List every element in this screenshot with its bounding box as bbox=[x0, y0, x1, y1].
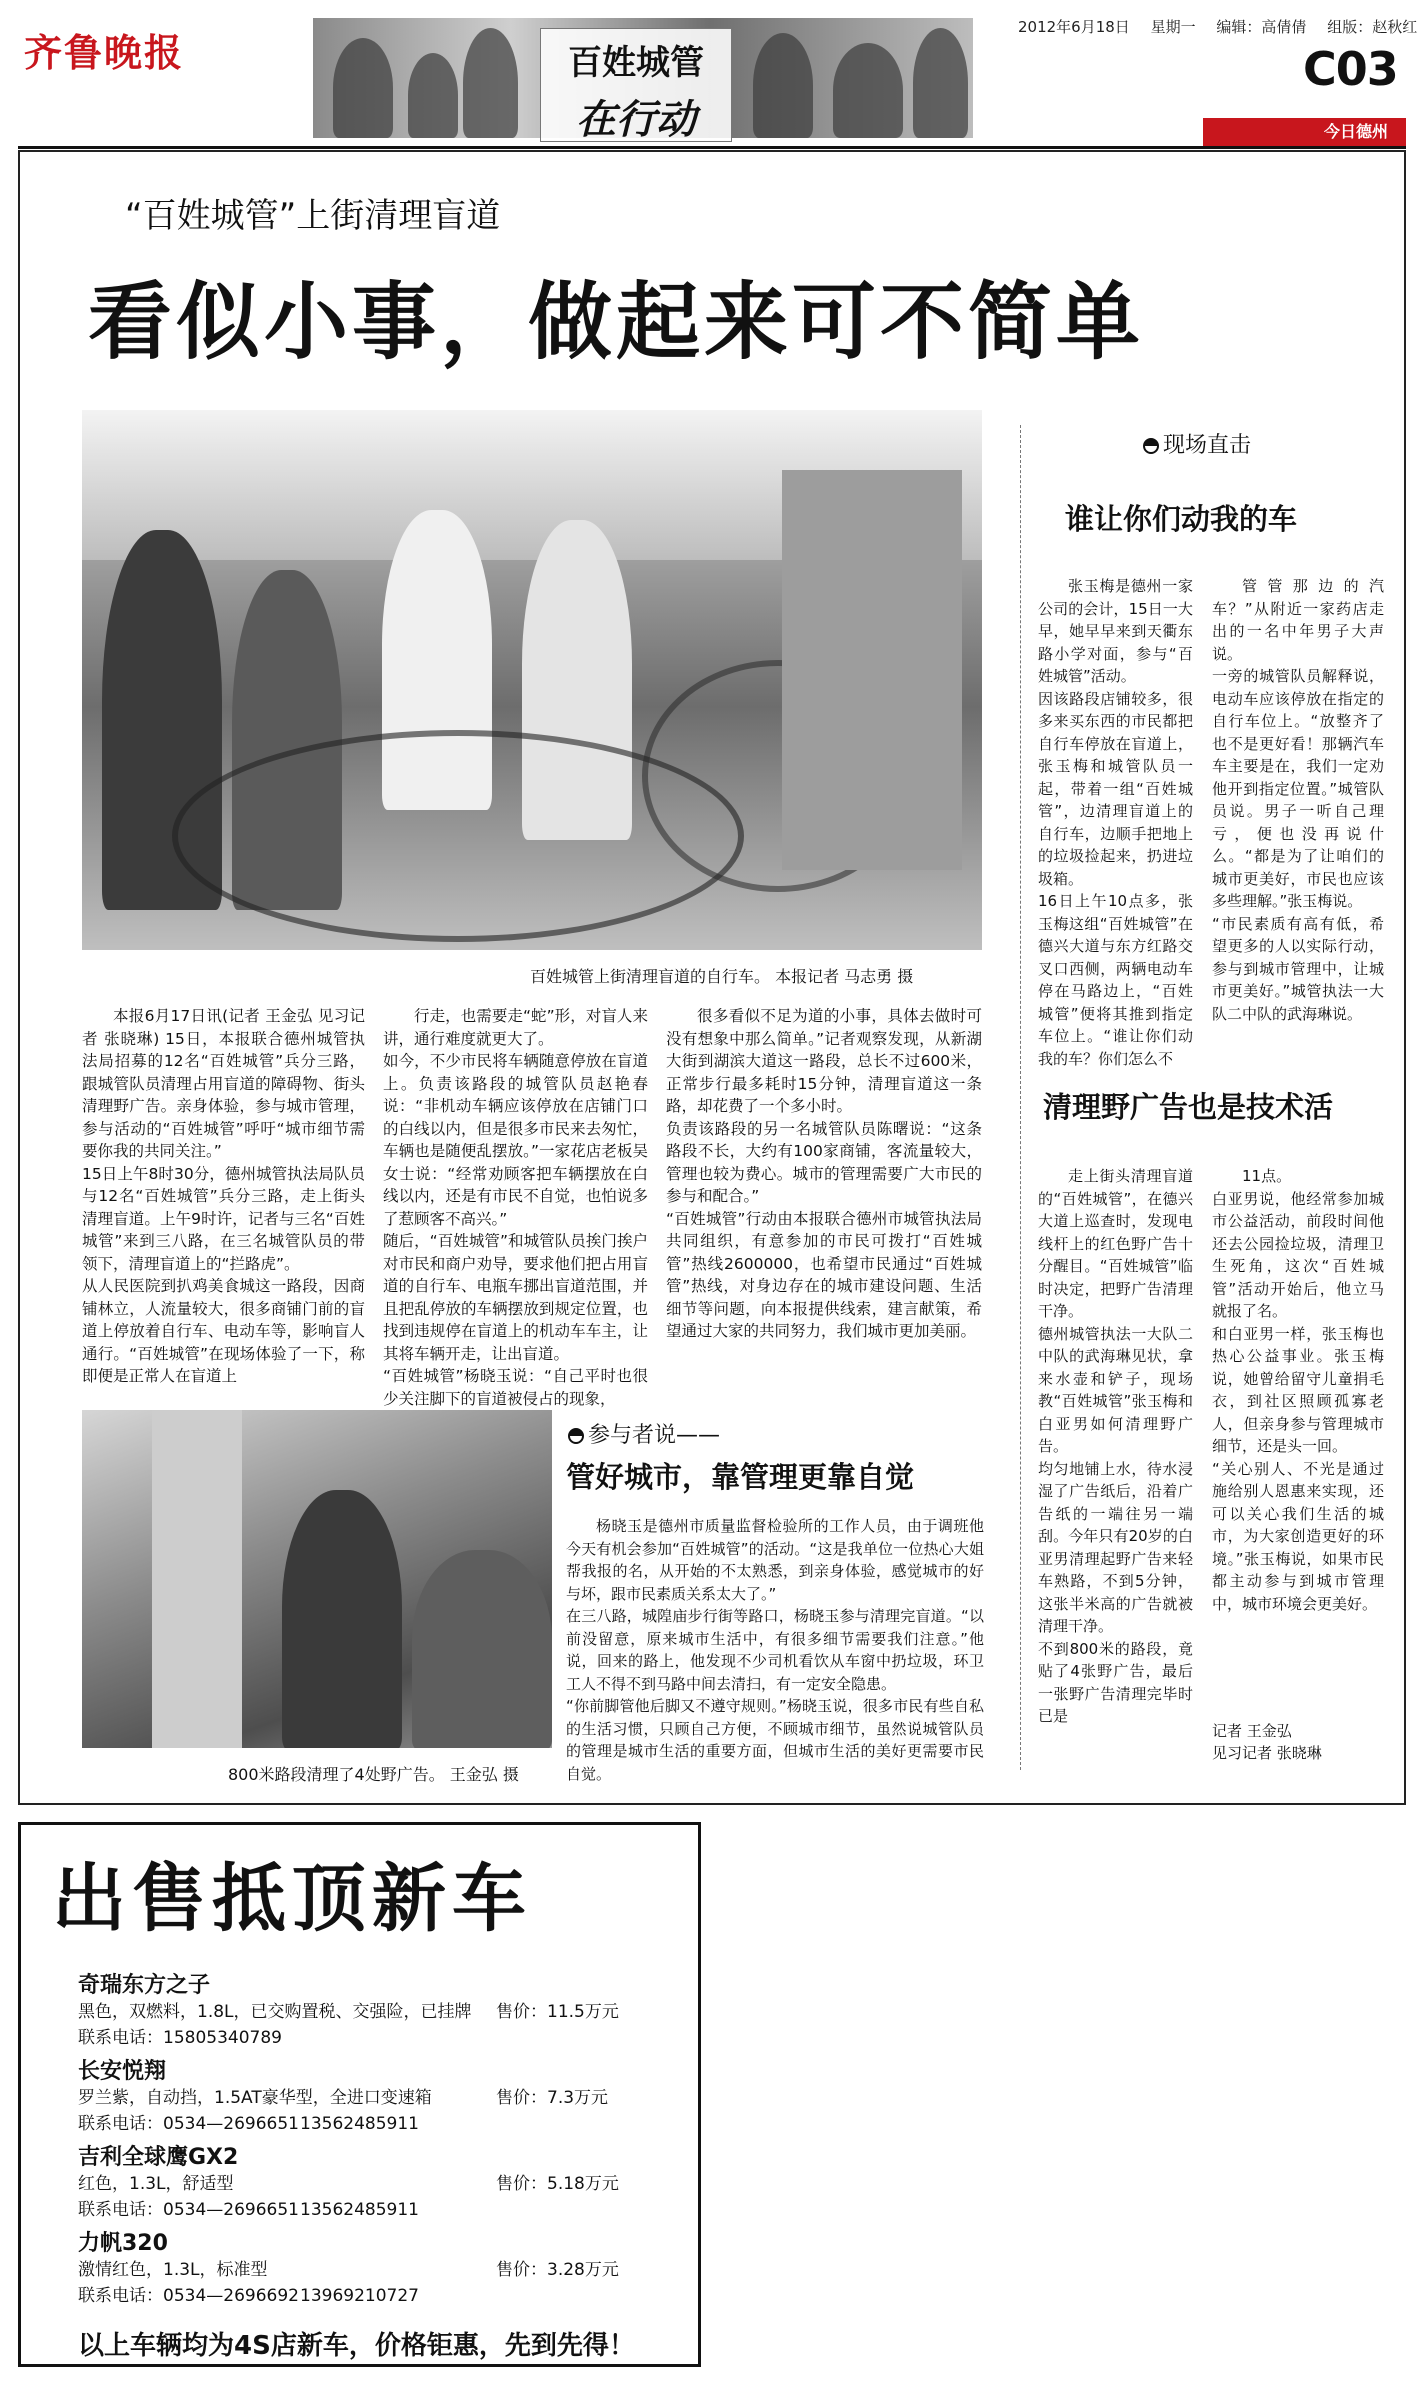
layout-credit: 组版：赵秋红 bbox=[1327, 18, 1417, 36]
car-phone: 联系电话：15805340789 bbox=[78, 2028, 282, 2048]
car-details: 黑色，双燃料，1.8L，已交购置税、交强险，已挂牌 bbox=[78, 2002, 472, 2022]
ads-story-byline bbox=[1212, 1720, 1322, 1764]
car-phone-mobile: 13969210727 bbox=[300, 2286, 419, 2306]
participant-headline: 管好城市，靠管理更靠自觉 bbox=[566, 1460, 915, 1494]
live-report-headline: 谁让你们动我的车 bbox=[1065, 502, 1298, 536]
bullet-circle-icon bbox=[568, 1428, 584, 1444]
car-name: 奇瑞东方之子 bbox=[78, 1973, 211, 1998]
car-name: 长安悦翔 bbox=[78, 2059, 167, 2084]
ads-story-column-1: 走上街头清理盲道的“百姓城管”，在德兴大道上巡查时，发现电线杆上的红色野广告十分醒目。“百姓城管”临时决定，把野广告清理干净。 德州城管执法一大队二中队的武海琳见状，拿来水壶和铲子，现场教“百姓城管”张玉梅和白亚男如何清理野广告。 均匀地铺上水，待水浸湿了广告纸后，沿着广告纸的一端往另一端刮。今年只有20岁的白亚男清理起野广告来轻车熟路，不到5分钟，这张半米高的广告就被清理干净。 不到800米的路段，竟贴了4张野广告，最后一张野广告清理完毕时已是 bbox=[1038, 1167, 1193, 1725]
car-details: 红色，1.3L，舒适型 bbox=[78, 2174, 234, 2194]
car-price: 售价：11.5万元 bbox=[496, 2002, 619, 2022]
article-column-1: 本报6月17日讯(记者 王金弘 见习记者 张晓琳) 15日，本报联合德州城管执法局招募的12名“百姓城管”兵分三路，跟城管队员清理占用盲道的障碍物、街头清理野广告。亲身体验，参与城市管理，参与活动的“百姓城管”呼吁“城市细节需要你我的共同关注。” 15日上午8时30分，德州城管执法局队员与12名“百姓城管”兵分三路，走上街头清理盲道。上午9时许，记者与三名“百姓城管”来到三八路，在三名城管队员的带领下，清理盲道上的“拦路虎”。 从人民医院到扒鸡美食城这一路段，因商铺林立，人流量较大，很多商铺门前的盲道上停放着自行车、电动车等，影响盲人通行。“百姓城管”在现场体验了一下，称即便是正常人在盲道上 bbox=[82, 1007, 365, 1385]
ad-car-item bbox=[78, 2140, 668, 2223]
car-name: 力帆320 bbox=[78, 2231, 168, 2256]
live-report-column-1: 张玉梅是德州一家公司的会计，15日一大早，她早早来到天衢东路小学对面，参与“百姓城管”活动。 因该路段店铺较多，很多来买东西的市民都把自行车停放在盲道上，张玉梅和城管队员一起，带着一组“百姓城管”，边清理盲道上的自行车，边顺手把地上的垃圾捡起来，扔进垃圾箱。 16日上午10点多，张玉梅这组“百姓城管”在德兴大道与东方红路交叉口西侧，两辆电动车停在马路边上，“百姓城管”便将其推到指定车位上。“谁让你们动我的车？你们怎么不 bbox=[1038, 577, 1193, 1068]
classified-ad-footer: 以上车辆均为4S店新车，价格钜惠，先到先得！ bbox=[78, 2331, 635, 2361]
participant-label: 参与者说—— bbox=[568, 1418, 720, 1449]
live-report-label: 现场直击 bbox=[1143, 428, 1251, 459]
car-phone: 联系电话：0534—2696651 bbox=[78, 2200, 299, 2220]
car-phone-mobile: 13562485911 bbox=[300, 2114, 419, 2134]
car-price: 售价：3.28万元 bbox=[496, 2260, 619, 2280]
live-report-column-2: 管管那边的汽车？”从附近一家药店走出的一名中年男子大声说。 一旁的城管队员解释说，电动车应该停放在指定的自行车位上。“放整齐了也不是更好看！那辆汽车车主要是在，我们一定劝他开到指定位置。”城管队员说。男子一听自己理亏，便也没再说什么。“都是为了让咱们的城市更美好，市民也应该多些理解。”张玉梅说。 “市民素质有高有低，希望更多的人以实际行动，参与到城市管理中，让城市更美好。”城管执法一大队二中队的武海琳说。 bbox=[1212, 577, 1384, 1023]
car-name: 吉利全球鹰GX2 bbox=[78, 2145, 239, 2170]
lower-photo-caption: 800米路段清理了4处野广告。 王金弘 摄 bbox=[228, 1765, 519, 1784]
article-column-2: 行走，也需要走“蛇”形，对盲人来讲，通行难度就更大了。 如今，不少市民将车辆随意停放在盲道上。负责该路段的城管队员赵艳春说：“非机动车辆应该停放在店铺门口的白线以内，但是很多市民来去匆忙，车辆也是随便乱摆放。”一家花店老板吴女士说：“经常劝顾客把车辆摆放在白线以内，还是有市民不自觉，也怕说多了惹顾客不高兴。” 随后，“百姓城管”和城管队员挨门挨户对市民和商户劝导，要求他们把占用盲道的自行车、电瓶车挪出盲道范围，并且把乱停放的车辆摆放到规定位置，也找到违规停在盲道上的机动车车主，让其将车辆开走，让出盲道。 “百姓城管”杨晓玉说：“自己平时也很少关注脚下的盲道被侵占的现象， bbox=[383, 1007, 648, 1408]
issue-date: 2012年6月18日 bbox=[1018, 18, 1130, 36]
ad-car-item bbox=[78, 2054, 668, 2137]
car-details: 罗兰紫，自动挡，1.5AT豪华型，全进口变速箱 bbox=[78, 2088, 432, 2108]
article-kicker: “百姓城管”上街清理盲道 bbox=[125, 196, 501, 236]
ad-car-item bbox=[78, 1968, 668, 2051]
car-phone-mobile: 13562485911 bbox=[300, 2200, 419, 2220]
byline-intern: 见习记者 张晓琳 bbox=[1212, 1744, 1322, 1762]
issue-meta bbox=[1018, 16, 1417, 37]
issue-weekday: 星期一 bbox=[1150, 18, 1196, 36]
ads-story-headline: 清理野广告也是技术活 bbox=[1043, 1090, 1334, 1124]
newspaper-logo: 齐鲁晚报 bbox=[24, 30, 185, 75]
section-title: 百姓城管 bbox=[568, 43, 704, 83]
section-subtitle: 在行动 bbox=[576, 96, 696, 143]
lower-photo bbox=[82, 1410, 552, 1748]
main-photo bbox=[82, 410, 982, 950]
article-column-3: 很多看似不足为道的小事，具体去做时可没有想象中那么简单。”记者观察发现，从新湖大街到湖滨大道这一路段，总长不过600米，正常步行最多耗时15分钟，清理盲道这一条路，却花费了一个多小时。 负责该路段的另一名城管队员陈曙说：“这条路段不长，大约有100家商铺，客流量较大，管理也较为费心。城市的管理需要广大市民的参与和配合。” “百姓城管”行动由本报联合德州市城管执法局共同组织，有意参加的市民可拨打“百姓城管”热线2600000，也希望市民通过“百姓城管”热线，对身边存在的城市建设问题、生活细节等问题，向本报提供线索，建言献策，希望通过大家的共同努力，我们城市更加美丽。 bbox=[666, 1007, 982, 1340]
car-details: 激情红色，1.3L，标准型 bbox=[78, 2260, 268, 2280]
car-phone: 联系电话：0534—2696651 bbox=[78, 2114, 299, 2134]
byline-reporter: 记者 王金弘 bbox=[1212, 1722, 1292, 1740]
ad-car-item bbox=[78, 2226, 668, 2309]
ads-story-column-2: 11点。 白亚男说，他经常参加城市公益活动，前段时间他还去公园捡垃圾，清理卫生死角，这次“百姓城管”活动开始后，他立马就报了名。 和白亚男一样，张玉梅也热心公益事业。张玉梅说，她曾给留守儿童捐毛衣，到社区照顾孤寡老人，但亲身参与管理城市细节，还是头一回。 “关心别人、不光是通过施给别人恩惠来实现，还可以关心我们生活的城市，为大家创造更好的环境。”张玉梅说，如果市民都主动参与到城市管理中，城市环境会更美好。 bbox=[1212, 1167, 1384, 1613]
car-phone: 联系电话：0534—2696692 bbox=[78, 2286, 299, 2306]
header-rule bbox=[18, 146, 1406, 149]
page-number: C03 bbox=[1303, 42, 1398, 96]
classified-ad-title: 出售抵顶新车 bbox=[52, 1856, 532, 1942]
car-price: 售价：7.3万元 bbox=[496, 2088, 609, 2108]
car-price: 售价：5.18万元 bbox=[496, 2174, 619, 2194]
sidebar-divider bbox=[1020, 425, 1022, 1770]
participant-body: 杨晓玉是德州市质量监督检验所的工作人员，由于调班他今天有机会参加“百姓城管”的活动。“这是我单位一位热心大姐帮我报的名，从开始的不太熟悉，到亲身体验，感觉城市的好与坏，跟市民素质关系太大了。” 在三八路，城隍庙步行街等路口，杨晓玉参与清理完盲道。“以前没留意，原来城市生活中，有很多细节需要我们注意。”他说，回来的路上，他发现不少司机看饮从车窗中扔垃圾，环卫工人不得不到马路中间去清扫，有一定安全隐患。 “你前脚管他后脚又不遵守规则。”杨晓玉说，很多市民有些自私的生活习惯，只顾自己方便，不顾城市细节，虽然说城管队员的管理是城市生活的重要方面，但城市生活的美好更需要市民自觉。 bbox=[566, 1517, 984, 1783]
region-tag: 今日德州 bbox=[1203, 118, 1406, 146]
main-photo-caption: 百姓城管上街清理盲道的自行车。 本报记者 马志勇 摄 bbox=[530, 967, 914, 986]
editor-credit: 编辑：高倩倩 bbox=[1216, 18, 1307, 36]
bullet-circle-icon bbox=[1143, 438, 1159, 454]
section-title-box bbox=[540, 28, 732, 142]
article-headline: 看似小事，做起来可不简单 bbox=[88, 272, 1145, 371]
